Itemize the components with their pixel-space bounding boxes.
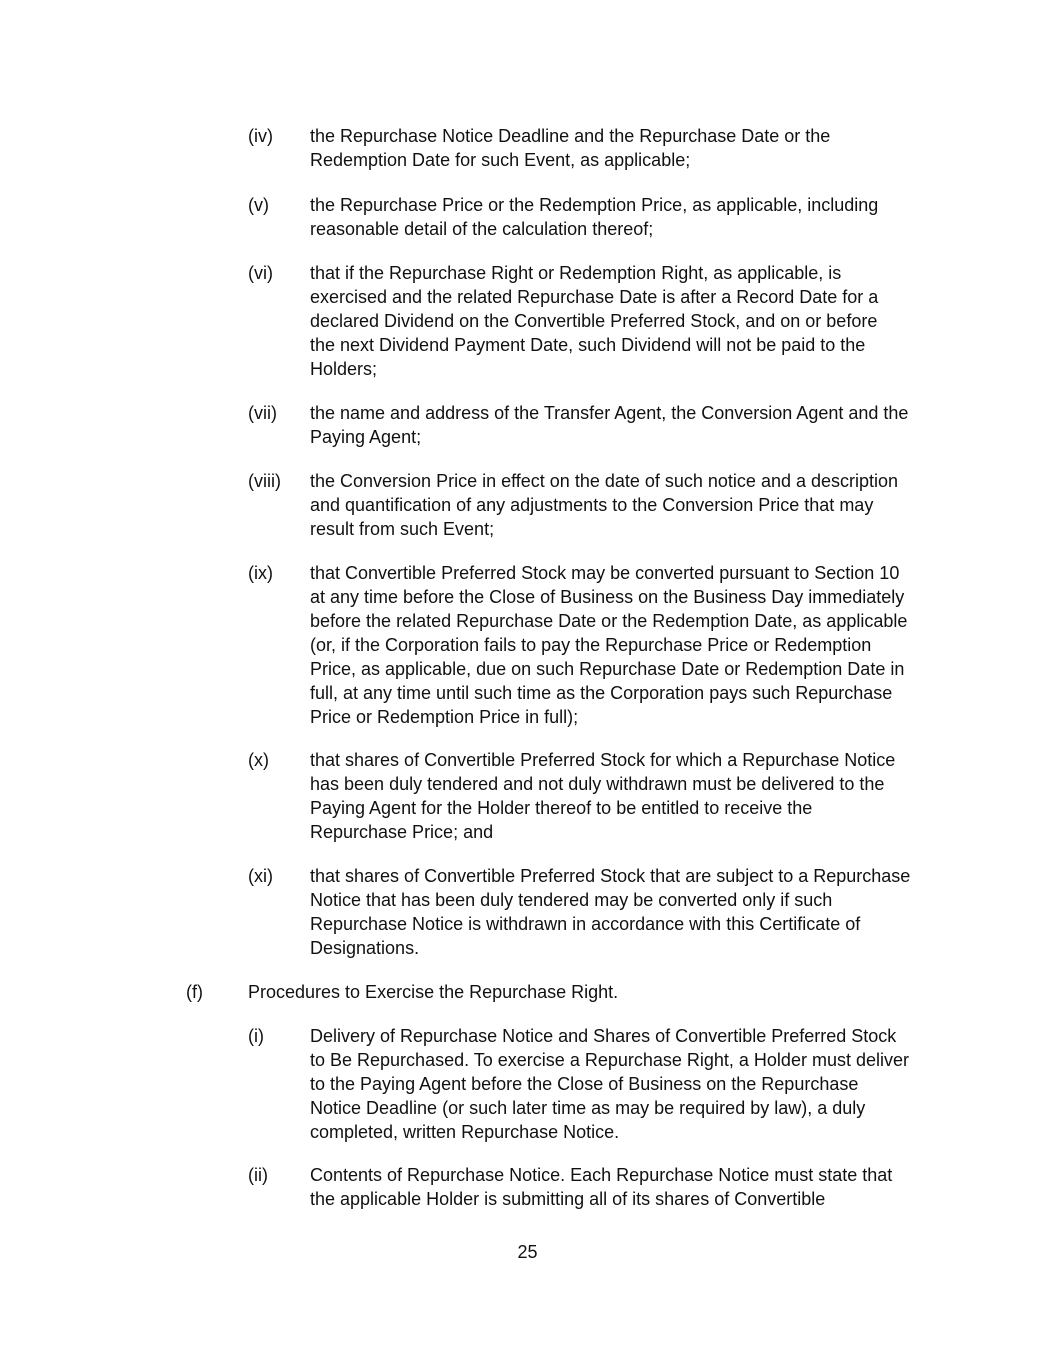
list-marker: (iv) [248,126,273,146]
list-item-text: Delivery of Repurchase Notice and Shares of Convertible Preferred Stock to Be Repurchased. To exercise a Repurchase Right, a Holder must deliver to the Paying Agent before the Close of Business on the Repurchase Notice Deadline (or such later time as may be required by law), a duly completed, written Repurchase Notice. [310,1026,909,1142]
list-marker: (vi) [248,263,273,283]
list-item-text: the Conversion Price in effect on the date of such notice and a description and quantification of any adjustments to the Conversion Price that may result from such Event; [310,471,899,539]
list-marker: (ii) [248,1165,268,1185]
list-item-text: the Repurchase Price or the Redemption Price, as applicable, including reasonable detail of the calculation thereof; [310,195,879,239]
list-item-text: the Repurchase Notice Deadline and the Repurchase Date or the Redemption Date for such Event, as applicable; [310,126,831,170]
list-marker: (ix) [248,563,273,583]
list-marker: (xi) [248,866,273,886]
section-heading-text: Procedures to Exercise the Repurchase Right. [248,982,619,1002]
list-item-text: that Convertible Preferred Stock may be converted pursuant to Section 10 at any time before the Close of Business on the Business Day immediately before the related Repurchase Date or the Redemption Date, as applicable (or, if the Corporation fails to pay the Repurchase Price or Redemption Price, as applicable, due on such Repurchase Date or Redemption Date in full, at any time until such time as the Corporation pays such Repurchase Price or Redemption Price in full); [310,563,908,727]
list-item-text: that if the Repurchase Right or Redemption Right, as applicable, is exercised and the related Repurchase Date is after a Record Date for a declared Dividend on the Convertible Preferred Stock, and on or before the next Dividend Payment Date, such Dividend will not be paid to the Holders; [310,263,879,379]
list-item-text: the name and address of the Transfer Agent, the Conversion Agent and the Paying Agent; [310,403,909,447]
list-item-text: that shares of Convertible Preferred Stock that are subject to a Repurchase Notice that has been duly tendered may be converted only if such Repurchase Notice is withdrawn in accordance with this Certificate of Designations. [310,866,911,958]
list-marker: (vii) [248,403,277,423]
list-item-text: Contents of Repurchase Notice. Each Repurchase Notice must state that the applicable Holder is submitting all of its shares of Convertible [310,1165,893,1209]
section-marker: (f) [186,982,203,1002]
list-marker: (i) [248,1026,264,1046]
page-number: 25 [517,1242,538,1262]
list-marker: (viii) [248,471,281,491]
list-marker: (v) [248,195,269,215]
list-item-text: that shares of Convertible Preferred Stock for which a Repurchase Notice has been duly tendered and not duly withdrawn must be delivered to the Paying Agent for the Holder thereof to be entitled to receive the Repurchase Price; and [310,750,896,842]
list-marker: (x) [248,750,269,770]
